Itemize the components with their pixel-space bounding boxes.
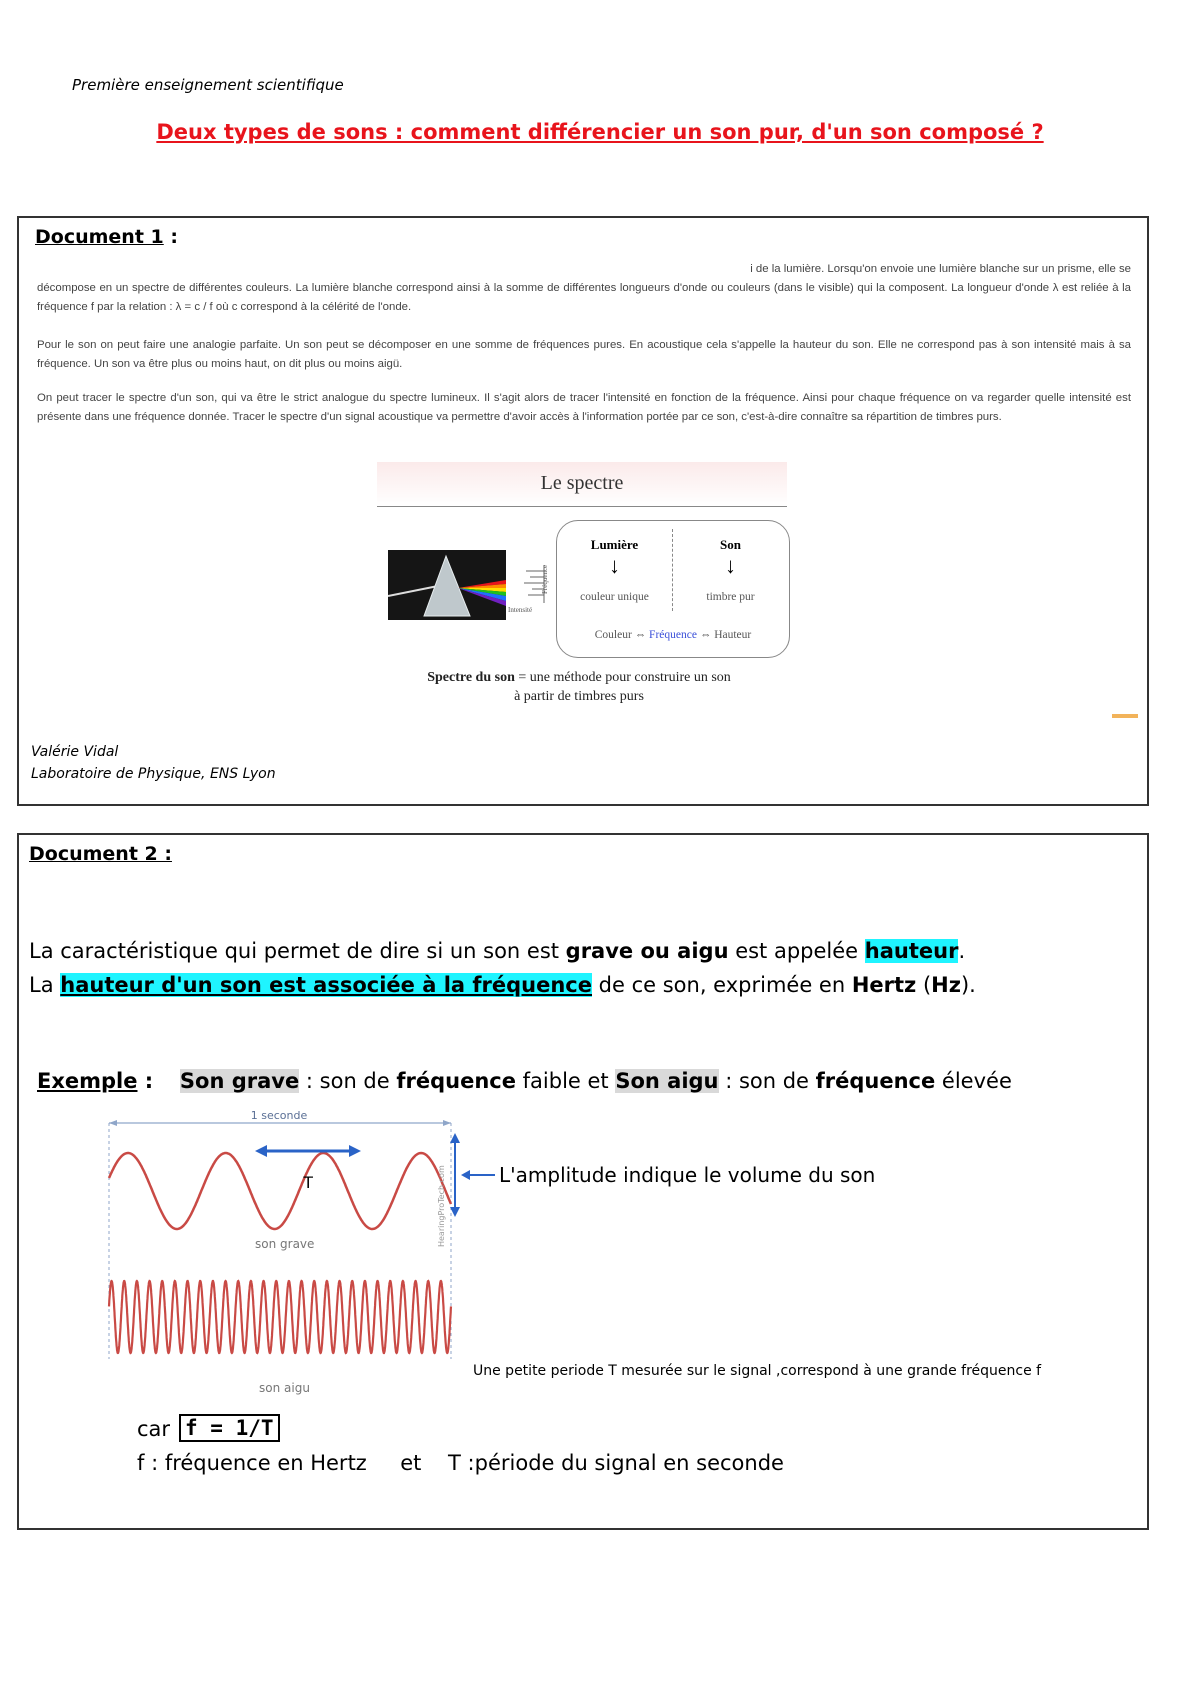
arrow-down-icon: ↓	[725, 553, 736, 578]
document-2-heading: Document 2 :	[29, 843, 172, 865]
doc1-paragraph-3: On peut tracer le spectre d'un son, qui va être le strict analogue du spectre lumineux. Il s'agit alors de tracer l'intensité en fonction de la fréquence. Ainsi pour chaque fréquence on va regarder quelle intensité est présente dans une fréquence donnée. Tracer le spectre d'un signal acoustique va permettre d'avoir accès à l'information portée par ce son, c'est-à-dire connaître sa répartition de timbres purs.	[37, 392, 1131, 423]
car-label: car	[137, 1417, 171, 1441]
light-column-value: couleur unique	[580, 591, 649, 603]
arrow-down-icon: ↓	[609, 553, 620, 578]
light-column-title: Lumière	[590, 537, 639, 552]
prism-image	[388, 550, 506, 620]
light-sound-comparison-box	[556, 520, 790, 658]
page-title: Deux types de sons : comment différencier un son pur, d'un son composé ?	[156, 120, 1044, 144]
watermark-text: HearingProTech.com	[437, 1165, 446, 1247]
period-note: Une petite periode T mesurée sur le signal ,correspond à une grande fréquence f	[473, 1363, 1042, 1379]
doc2-line-1: La caractéristique qui permet de dire si un son est grave ou aigu est appelée hauteur.	[29, 939, 966, 963]
period-T-label: T	[303, 1173, 314, 1192]
son-aigu-label: son aigu	[259, 1381, 310, 1395]
doc2-line-2: La hauteur d'un son est associée à la fréquence de ce son, exprimée en Hertz (Hz).	[29, 973, 976, 997]
author-lab: Laboratoire de Physique, ENS Lyon	[31, 766, 276, 782]
waveform-figure	[79, 1109, 469, 1409]
spectrum-caption-line-2: à partir de timbres purs	[514, 689, 644, 704]
formula-legend: f : fréquence en Hertz et T :période du signal en seconde	[137, 1451, 784, 1475]
son-grave-label: son grave	[255, 1237, 315, 1251]
orange-dash	[1112, 714, 1138, 718]
doc1-paragraph-2: Pour le son on peut faire une analogie parfaite. Un son peut se décomposer en une somme de fréquences pures. En acoustique cela s'appelle la hauteur du son. Elle ne correspond pas à son intensité mais à sa fréquence. Un son va être plus ou moins haut, on dit plus ou moins aigü.	[37, 339, 1131, 370]
doc1-paragraph-1-line-1: i de la lumière. Lorsqu'on envoie une lumière blanche sur un prisme, elle se	[750, 263, 1131, 275]
spectrum-caption: Spectre du son = une méthode pour construire un son	[427, 670, 731, 685]
sound-column-value: timbre pur	[706, 591, 755, 603]
formula-box: f = 1/T	[179, 1414, 280, 1442]
sound-column-title: Son	[720, 537, 741, 552]
one-second-label: 1 seconde	[229, 1109, 329, 1122]
document-1-box	[17, 216, 1149, 806]
amplitude-arrows	[447, 1133, 497, 1217]
author-name: Valérie Vidal	[31, 744, 119, 760]
document-1-heading: Document 1 :	[35, 226, 178, 248]
course-title: Première enseignement scientifique	[72, 76, 344, 94]
doc1-paragraph-1: décompose en un spectre de différentes couleurs. La lumière blanche correspond ainsi à la somme de différentes longueurs d'onde ou couleurs (dans le visible) qui la composent. La longueur d'onde λ est reliée à la fréquence f par la relation : λ = c / f où c correspond à la célérité de l'onde.	[37, 282, 1131, 313]
amplitude-note: L'amplitude indique le volume du son	[499, 1163, 876, 1187]
spectrum-figure-title: Le spectre	[377, 462, 787, 507]
relation-line: Couleur ⇔ Fréquence ⇔ Hauteur	[594, 629, 752, 641]
axis-frequency-label: Fréquence	[541, 564, 549, 594]
axis-intensity-label: Intensité	[508, 606, 533, 614]
waveform-svg	[79, 1109, 469, 1409]
document-2-box	[17, 833, 1149, 1530]
doc2-example-line: Exemple : Son grave : son de fréquence faible et Son aigu : son de fréquence élevée	[37, 1069, 1012, 1093]
